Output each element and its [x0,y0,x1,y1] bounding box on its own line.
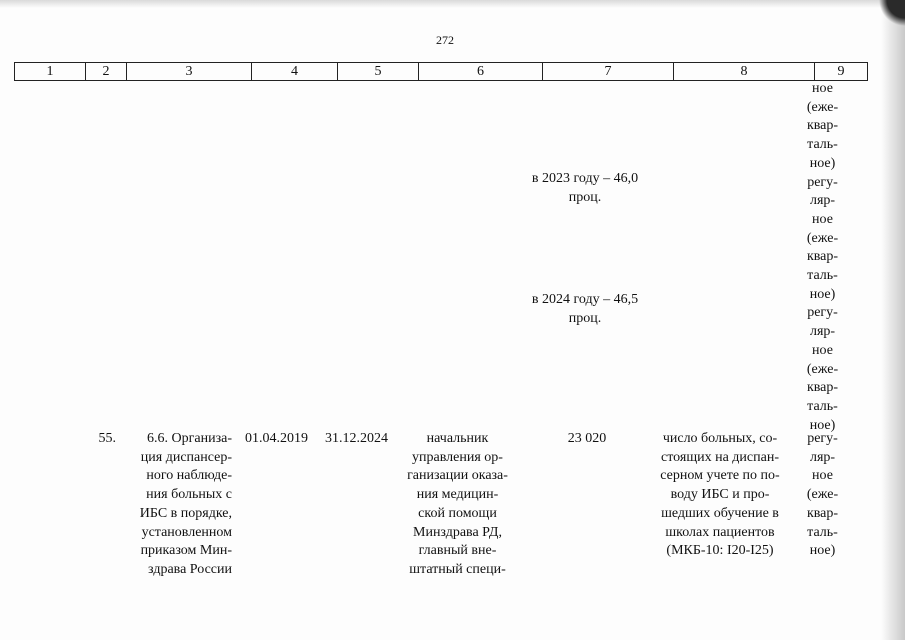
responsible-line: главный вне- [418,543,497,559]
measure-name-line: приказом Мин- [140,543,232,559]
periodicity-line: ное [812,342,833,358]
periodicity-line: (еже- [806,99,839,115]
header-cell-7: 7 [543,63,674,80]
header-cell-1: 1 [15,63,86,80]
measure-name-line: установленном [141,524,232,540]
responsible-line: штатный специ- [409,561,506,577]
periodicity-line: таль- [807,398,838,414]
periodicity-continuation [800,80,845,435]
indicator-line: серном учете по по- [660,468,780,484]
header-cell-2: 2 [86,63,127,80]
periodicity-line: ляр- [809,193,836,209]
header-cell-4: 4 [252,63,338,80]
periodicity-line: регу- [807,305,838,321]
row-number: 55. [98,431,116,446]
target-line: в 2023 году – 46,0 [531,171,639,186]
target-line: в 2024 году – 46,5 [531,292,639,307]
responsible-line: ской помощи [418,505,497,521]
measure-name-line: ния больных с [146,487,232,503]
periodicity-line: ляр- [809,449,836,465]
target-2023 [520,170,650,207]
periodicity-line: ное) [809,417,836,433]
scan-shadow-top [0,0,905,8]
measure-name-line: здрава России [148,561,232,577]
measure-name [122,430,232,580]
responsible-line: ганизации оказа- [407,468,508,484]
responsible-line: управления ор- [412,449,503,465]
end-date: 31.12.2024 [325,431,388,446]
periodicity-line: ное [812,211,833,227]
indicator-line: школах пациентов [665,524,775,540]
header-cell-9: 9 [815,63,868,80]
indicator-line: стоящих на диспан- [661,449,779,465]
measure-name-line: ция диспансер- [140,449,232,465]
periodicity-line: таль- [807,137,838,153]
periodicity-line: ное [812,81,833,96]
periodicity-line: квар- [806,380,839,396]
periodicity-line: регу- [807,431,838,446]
periodicity-line: (еже- [806,361,839,377]
indicator-line: воду ИБС и про- [670,487,770,503]
page-number: 272 [436,33,454,47]
header-cell-3: 3 [127,63,252,80]
measure-name-line: 6.6. Организа- [147,431,232,446]
periodicity-line: ное [812,468,833,484]
target-line: проц. [568,310,602,326]
periodicity-line: ное) [809,543,836,559]
header-cell-6: 6 [419,63,543,80]
header-cell-5: 5 [338,63,419,80]
indicator-line: (МКБ-10: I20-I25) [666,543,774,559]
responsible-line: ния медицин- [416,487,499,503]
periodicity [800,430,845,561]
responsible-line: начальник [426,431,489,446]
responsible-line: Минздрава РД, [413,524,502,540]
indicator-line: шедших обучение в [661,505,779,521]
periodicity-line: ляр- [809,324,836,340]
periodicity-line: квар- [806,249,839,265]
periodicity-line: таль- [807,268,838,284]
periodicity-line: таль- [807,524,838,540]
periodicity-line: (еже- [806,230,839,246]
periodicity-line: регу- [807,174,838,190]
scan-dark-corner [865,0,905,40]
target-2024 [520,291,650,328]
indicator-value: 23 020 [567,431,607,446]
header-cell-8: 8 [674,63,815,80]
periodicity-line: квар- [806,505,839,521]
table-header-row [14,62,868,81]
responsible-person [395,430,520,580]
periodicity-line: (еже- [806,487,839,503]
scan-shadow-right [875,0,905,640]
measure-name-line: ного наблюде- [146,468,232,484]
measure-name-line: ИБС в порядке, [139,505,232,521]
periodicity-line: ное) [809,155,836,171]
target-line: проц. [568,189,602,205]
start-date: 01.04.2019 [245,431,308,446]
periodicity-line: квар- [806,118,839,134]
periodicity-line: ное) [809,286,836,302]
indicator-line: число больных, со- [662,431,778,446]
indicator-description [645,430,795,561]
